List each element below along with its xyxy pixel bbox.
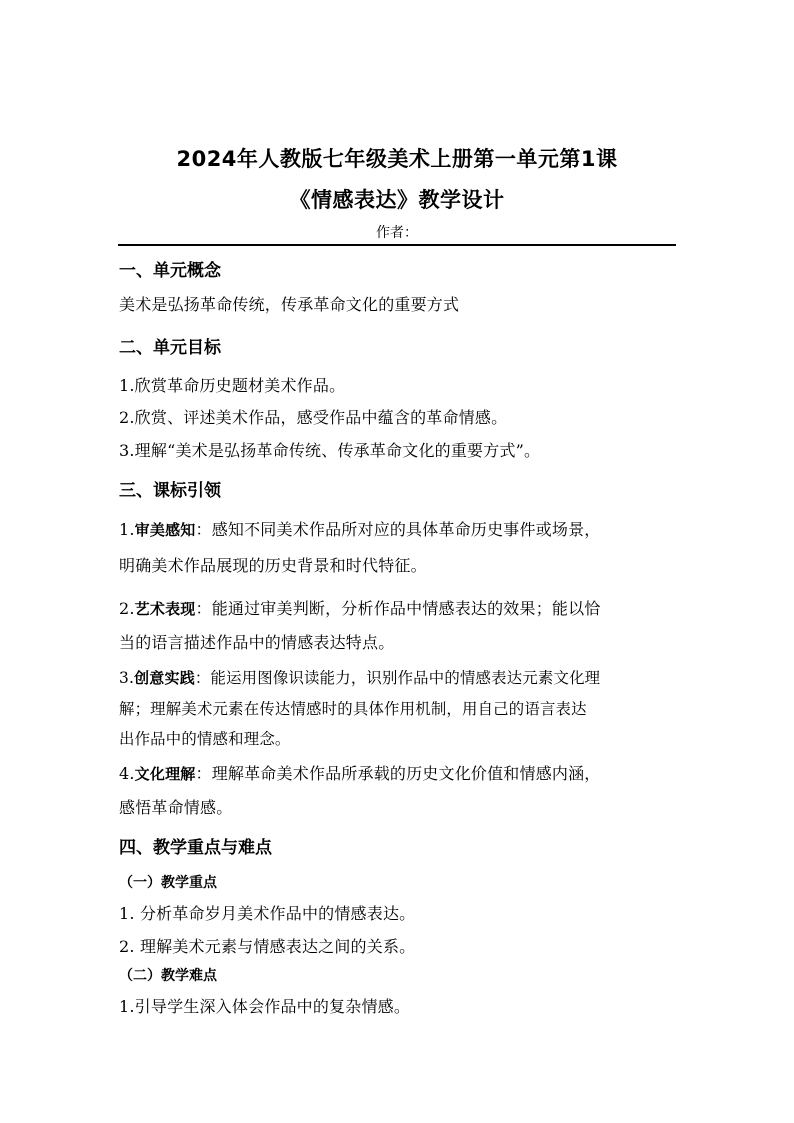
key-point-item: 1. 分析革命岁月美术作品中的情感表达。 [119, 904, 416, 923]
section-heading-key-difficult-points: 四、教学重点与难点 [119, 838, 272, 858]
standard-item-line [119, 761, 601, 784]
standard-item-line [119, 666, 600, 688]
standard-text: 能通过审美判断，分析作品中情感表达的效果；能以恰 [211, 599, 601, 618]
document-title-line-1: 2024年人教版七年级美术上册第一单元第1课 [176, 147, 618, 171]
standard-number: 3. [119, 669, 135, 687]
unit-goal-item: 3.理解“美术是弘扬革命传统、传承革命文化的重要方式”。 [119, 441, 541, 460]
standard-text-line: 明确美术作品展现的历史背景和时代特征。 [119, 556, 427, 575]
document-title-line-2: 《情感表达》教学设计 [289, 188, 505, 212]
standard-text-line: 解；理解美术元素在传达情感时的具体作用机制，用自己的语言表达 [119, 700, 587, 718]
standard-term: 文化理解 [134, 765, 196, 783]
unit-goal-item: 2.欣赏、评述美术作品，感受作品中蕴含的革命情感。 [119, 408, 508, 427]
standard-text: 能运用图像识读能力，识别作品中的情感表达元素文化理 [210, 669, 601, 687]
subheading-key-points: （一）教学重点 [119, 875, 217, 891]
standard-number: 4. [119, 764, 135, 783]
section-heading-unit-goals: 二、单元目标 [119, 338, 221, 358]
subheading-difficult-points: （二）教学难点 [119, 968, 217, 984]
section-heading-unit-concept: 一、单元概念 [119, 261, 221, 281]
author-label: 作者： [376, 225, 418, 241]
standard-text-line: 出作品中的情感和理念。 [119, 730, 291, 748]
standard-term: 艺术表现 [134, 600, 196, 618]
standard-item-line [119, 596, 601, 619]
standard-text-line: 感悟革命情感。 [119, 798, 233, 817]
standard-text: 理解革命美术作品所承载的历史文化价值和情感内涵， [211, 764, 601, 783]
standard-number: 1. [119, 520, 135, 539]
header-rule [118, 244, 676, 246]
difficult-point-item: 1.引导学生深入体会作品中的复杂情感。 [119, 997, 411, 1016]
standard-colon: ： [195, 520, 212, 539]
section-heading-curriculum-standards: 三、课标引领 [119, 481, 221, 501]
standard-text: 感知不同美术作品所对应的具体革命历史事件或场景， [211, 520, 601, 539]
key-point-item: 2. 理解美术元素与情感表达之间的关系。 [119, 937, 416, 956]
standard-colon: ： [194, 669, 211, 687]
standard-item-line [119, 517, 601, 540]
standard-term: 审美感知 [134, 521, 196, 539]
standard-number: 2. [119, 599, 135, 618]
unit-concept-text: 美术是弘扬革命传统，传承革命文化的重要方式 [119, 295, 460, 314]
standard-text-line: 当的语言描述作品中的情感表达特点。 [119, 633, 395, 652]
standard-term: 创意实践 [134, 669, 195, 687]
unit-goal-item: 1.欣赏革命历史题材美术作品。 [119, 376, 346, 395]
standard-colon: ： [195, 599, 212, 618]
standard-colon: ： [195, 764, 212, 783]
